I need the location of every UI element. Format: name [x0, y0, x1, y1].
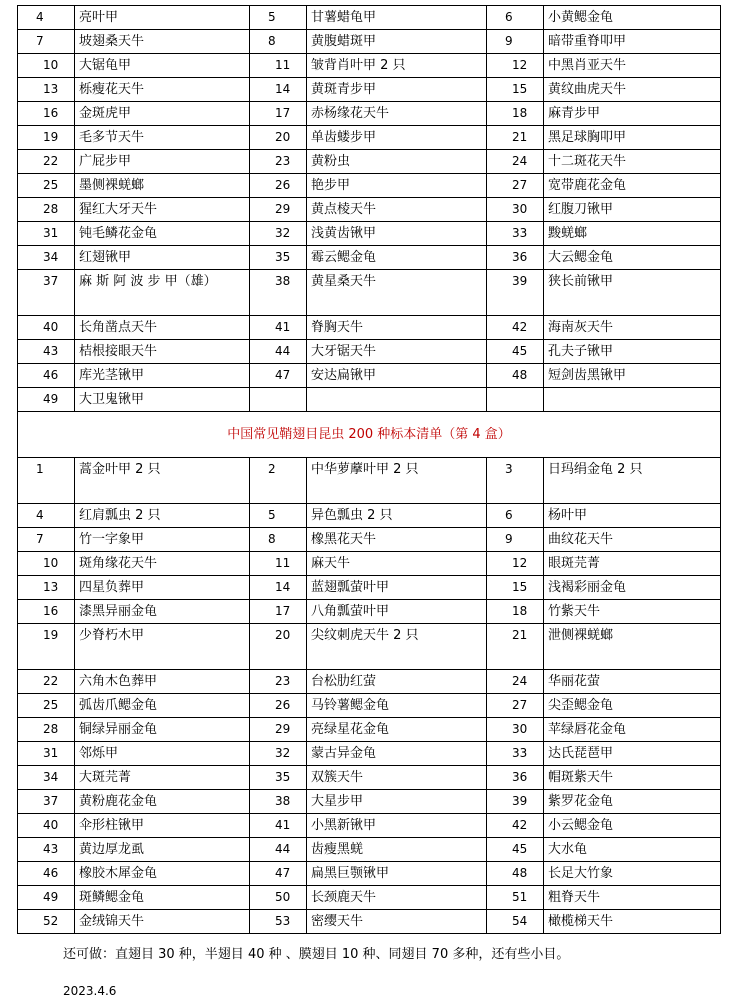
specimen-number: 20 [250, 624, 307, 670]
specimen-name: 达氏琵琶甲 [544, 742, 721, 766]
specimen-name: 扁黑巨颚锹甲 [307, 862, 487, 886]
specimen-number: 24 [487, 150, 544, 174]
specimen-name: 黄粉虫 [307, 150, 487, 174]
specimen-number: 46 [18, 364, 75, 388]
specimen-name: 黑足球胸叩甲 [544, 126, 721, 150]
specimen-number: 54 [487, 910, 544, 934]
table-row [18, 624, 721, 670]
table-row [18, 552, 721, 576]
specimen-name: 钝毛鳞花金龟 [75, 222, 250, 246]
table-row [18, 270, 721, 316]
specimen-number: 48 [487, 364, 544, 388]
table-row [18, 340, 721, 364]
specimen-number: 8 [250, 30, 307, 54]
specimen-number: 35 [250, 766, 307, 790]
specimen-number: 3 [487, 458, 544, 504]
specimen-number: 5 [250, 6, 307, 30]
table-row [18, 910, 721, 934]
specimen-name: 帽斑紫天牛 [544, 766, 721, 790]
specimen-name: 暗带重脊叩甲 [544, 30, 721, 54]
specimen-name: 蓝翅瓢萤叶甲 [307, 576, 487, 600]
table-row [18, 742, 721, 766]
specimen-number: 12 [487, 552, 544, 576]
specimen-name: 粗脊天牛 [544, 886, 721, 910]
specimen-number: 36 [487, 246, 544, 270]
specimen-name: 日玛绢金龟 2 只 [544, 458, 721, 504]
specimen-number: 43 [18, 838, 75, 862]
specimen-number: 6 [487, 504, 544, 528]
specimen-table-body [18, 6, 721, 934]
specimen-number: 23 [250, 150, 307, 174]
table-row [18, 458, 721, 504]
specimen-name: 霉云鳃金龟 [307, 246, 487, 270]
specimen-name: 坡翅桑天牛 [75, 30, 250, 54]
specimen-number: 26 [250, 694, 307, 718]
specimen-name: 竹紫天牛 [544, 600, 721, 624]
table-row [18, 576, 721, 600]
specimen-name: 苹绿唇花金龟 [544, 718, 721, 742]
specimen-name: 紫罗花金龟 [544, 790, 721, 814]
specimen-name: 曲纹花天牛 [544, 528, 721, 552]
specimen-number: 19 [18, 126, 75, 150]
table-row [18, 222, 721, 246]
table-row [18, 364, 721, 388]
specimen-name: 脊胸天牛 [307, 316, 487, 340]
specimen-number: 41 [250, 814, 307, 838]
specimen-number: 37 [18, 790, 75, 814]
specimen-name: 栎瘦花天牛 [75, 78, 250, 102]
specimen-name: 斑角缘花天牛 [75, 552, 250, 576]
specimen-number: 50 [250, 886, 307, 910]
specimen-number: 11 [250, 552, 307, 576]
specimen-name: 亮绿星花金龟 [307, 718, 487, 742]
specimen-number: 17 [250, 102, 307, 126]
specimen-name: 墨侧裸蜣螂 [75, 174, 250, 198]
specimen-name: 小黄鳃金龟 [544, 6, 721, 30]
specimen-number: 38 [250, 270, 307, 316]
specimen-number: 23 [250, 670, 307, 694]
specimen-name: 狭长前锹甲 [544, 270, 721, 316]
table-row [18, 150, 721, 174]
specimen-name: 小云鳃金龟 [544, 814, 721, 838]
table-row [18, 126, 721, 150]
specimen-name: 大锯龟甲 [75, 54, 250, 78]
specimen-name: 双簇天牛 [307, 766, 487, 790]
specimen-number: 21 [487, 624, 544, 670]
specimen-number: 14 [250, 78, 307, 102]
specimen-name: 异色瓢虫 2 只 [307, 504, 487, 528]
specimen-name: 小黑新锹甲 [307, 814, 487, 838]
specimen-name: 甘薯蜡龟甲 [307, 6, 487, 30]
specimen-name: 金绒锦天牛 [75, 910, 250, 934]
specimen-name: 八角瓢萤叶甲 [307, 600, 487, 624]
specimen-number: 32 [250, 222, 307, 246]
specimen-name [544, 388, 721, 412]
specimen-number: 21 [487, 126, 544, 150]
specimen-number: 40 [18, 316, 75, 340]
specimen-name [307, 388, 487, 412]
specimen-name: 杨叶甲 [544, 504, 721, 528]
table-row [18, 528, 721, 552]
specimen-number: 29 [250, 718, 307, 742]
specimen-name: 马铃薯鳃金龟 [307, 694, 487, 718]
specimen-number: 27 [487, 174, 544, 198]
table-row [18, 790, 721, 814]
specimen-number: 31 [18, 222, 75, 246]
specimen-number: 16 [18, 102, 75, 126]
specimen-number: 12 [487, 54, 544, 78]
specimen-name: 四星负葬甲 [75, 576, 250, 600]
specimen-name: 麻 斯 阿 波 步 甲（雄） [75, 270, 250, 316]
specimen-number: 35 [250, 246, 307, 270]
specimen-number: 24 [487, 670, 544, 694]
specimen-name: 孔夫子锹甲 [544, 340, 721, 364]
specimen-number: 42 [487, 316, 544, 340]
specimen-name: 毛多节天牛 [75, 126, 250, 150]
specimen-name: 金斑虎甲 [75, 102, 250, 126]
table-row [18, 766, 721, 790]
specimen-name: 蒿金叶甲 2 只 [75, 458, 250, 504]
specimen-number: 5 [250, 504, 307, 528]
specimen-name: 宽带鹿花金龟 [544, 174, 721, 198]
specimen-name: 赤杨缘花天牛 [307, 102, 487, 126]
specimen-number: 40 [18, 814, 75, 838]
specimen-name: 长颈鹿天牛 [307, 886, 487, 910]
specimen-name: 皱背肖叶甲 2 只 [307, 54, 487, 78]
specimen-name: 安达扁锹甲 [307, 364, 487, 388]
specimen-name: 长角凿点天牛 [75, 316, 250, 340]
specimen-number: 11 [250, 54, 307, 78]
specimen-name: 黄腹蜡斑甲 [307, 30, 487, 54]
specimen-number: 33 [487, 222, 544, 246]
table-row [18, 388, 721, 412]
specimen-number: 30 [487, 718, 544, 742]
specimen-number: 10 [18, 54, 75, 78]
specimen-name: 猩红大牙天牛 [75, 198, 250, 222]
specimen-name: 泄侧裸蜣螂 [544, 624, 721, 670]
specimen-number: 4 [18, 6, 75, 30]
specimen-name: 短剑齿黑锹甲 [544, 364, 721, 388]
specimen-number [250, 388, 307, 412]
specimen-name: 单齿蝼步甲 [307, 126, 487, 150]
specimen-name: 黄星桑天牛 [307, 270, 487, 316]
specimen-number: 18 [487, 102, 544, 126]
specimen-name: 齿瘦黑蜣 [307, 838, 487, 862]
specimen-number: 13 [18, 78, 75, 102]
specimen-number: 8 [250, 528, 307, 552]
specimen-name: 大云鳃金龟 [544, 246, 721, 270]
specimen-name: 黄斑青步甲 [307, 78, 487, 102]
specimen-name: 红肩瓢虫 2 只 [75, 504, 250, 528]
specimen-name: 广屁步甲 [75, 150, 250, 174]
specimen-number: 15 [487, 78, 544, 102]
table-row [18, 670, 721, 694]
additional-note: 还可做：直翅目 30 种，半翅目 40 种 、膜翅目 10 种、同翅目 70 多种，还有些小目。 [63, 947, 570, 962]
specimen-name: 密缨天牛 [307, 910, 487, 934]
specimen-number: 39 [487, 270, 544, 316]
specimen-number [487, 388, 544, 412]
specimen-name: 斑鳞鳃金龟 [75, 886, 250, 910]
specimen-number: 37 [18, 270, 75, 316]
specimen-number: 42 [487, 814, 544, 838]
specimen-number: 33 [487, 742, 544, 766]
specimen-number: 45 [487, 340, 544, 364]
specimen-number: 30 [487, 198, 544, 222]
specimen-number: 46 [18, 862, 75, 886]
specimen-name: 库光茎锹甲 [75, 364, 250, 388]
specimen-name: 大水龟 [544, 838, 721, 862]
specimen-number: 17 [250, 600, 307, 624]
specimen-number: 38 [250, 790, 307, 814]
specimen-name: 台松肋红萤 [307, 670, 487, 694]
specimen-number: 2 [250, 458, 307, 504]
specimen-number: 43 [18, 340, 75, 364]
table-row [18, 6, 721, 30]
table-row [18, 412, 721, 458]
specimen-number: 29 [250, 198, 307, 222]
table-row [18, 862, 721, 886]
specimen-number: 16 [18, 600, 75, 624]
specimen-name: 黄粉鹿花金龟 [75, 790, 250, 814]
specimen-number: 19 [18, 624, 75, 670]
specimen-number: 39 [487, 790, 544, 814]
specimen-name: 浅褐彩丽金龟 [544, 576, 721, 600]
specimen-name: 红翅锹甲 [75, 246, 250, 270]
specimen-name: 尖歪鳃金龟 [544, 694, 721, 718]
specimen-number: 47 [250, 364, 307, 388]
specimen-name: 大卫鬼锹甲 [75, 388, 250, 412]
specimen-name: 铜绿异丽金龟 [75, 718, 250, 742]
specimen-name: 红腹刀锹甲 [544, 198, 721, 222]
specimen-name: 橡黑花天牛 [307, 528, 487, 552]
table-row [18, 504, 721, 528]
box-title: 中国常见鞘翅目昆虫 200 种标本清单（第 4 盒） [18, 412, 721, 458]
specimen-number: 9 [487, 30, 544, 54]
specimen-name: 麻青步甲 [544, 102, 721, 126]
specimen-name: 竹一字象甲 [75, 528, 250, 552]
specimen-name: 中华萝藦叶甲 2 只 [307, 458, 487, 504]
specimen-table [17, 5, 721, 934]
specimen-number: 6 [487, 6, 544, 30]
specimen-name: 伞形柱锹甲 [75, 814, 250, 838]
specimen-number: 15 [487, 576, 544, 600]
specimen-number: 36 [487, 766, 544, 790]
table-row [18, 600, 721, 624]
specimen-number: 49 [18, 388, 75, 412]
date-stamp: 2023.4.6 [63, 984, 117, 998]
table-row [18, 814, 721, 838]
specimen-number: 28 [18, 718, 75, 742]
specimen-number: 9 [487, 528, 544, 552]
specimen-number: 52 [18, 910, 75, 934]
specimen-name: 六角木色葬甲 [75, 670, 250, 694]
table-row [18, 198, 721, 222]
specimen-number: 25 [18, 174, 75, 198]
specimen-number: 28 [18, 198, 75, 222]
specimen-name: 大星步甲 [307, 790, 487, 814]
specimen-name: 华丽花萤 [544, 670, 721, 694]
table-row [18, 694, 721, 718]
specimen-number: 22 [18, 670, 75, 694]
specimen-name: 橡胶木犀金龟 [75, 862, 250, 886]
table-row [18, 78, 721, 102]
specimen-number: 31 [18, 742, 75, 766]
specimen-number: 41 [250, 316, 307, 340]
specimen-number: 34 [18, 766, 75, 790]
specimen-number: 4 [18, 504, 75, 528]
specimen-number: 45 [487, 838, 544, 862]
table-row [18, 246, 721, 270]
specimen-number: 14 [250, 576, 307, 600]
specimen-number: 53 [250, 910, 307, 934]
specimen-number: 26 [250, 174, 307, 198]
specimen-number: 32 [250, 742, 307, 766]
specimen-number: 20 [250, 126, 307, 150]
specimen-number: 49 [18, 886, 75, 910]
specimen-number: 51 [487, 886, 544, 910]
specimen-name: 眼斑芫菁 [544, 552, 721, 576]
specimen-name: 少脊朽木甲 [75, 624, 250, 670]
specimen-number: 13 [18, 576, 75, 600]
specimen-name: 黄点棱天牛 [307, 198, 487, 222]
specimen-number: 1 [18, 458, 75, 504]
specimen-number: 7 [18, 528, 75, 552]
table-row [18, 718, 721, 742]
table-row [18, 316, 721, 340]
table-row [18, 838, 721, 862]
specimen-number: 22 [18, 150, 75, 174]
specimen-name: 邻烁甲 [75, 742, 250, 766]
specimen-name: 尖纹刺虎天牛 2 只 [307, 624, 487, 670]
specimen-number: 34 [18, 246, 75, 270]
specimen-name: 中黑肖亚天牛 [544, 54, 721, 78]
table-row [18, 102, 721, 126]
specimen-number: 44 [250, 838, 307, 862]
specimen-name: 蒙古异金龟 [307, 742, 487, 766]
specimen-name: 艳步甲 [307, 174, 487, 198]
specimen-number: 27 [487, 694, 544, 718]
specimen-name: 十二斑花天牛 [544, 150, 721, 174]
specimen-name: 黢蜣螂 [544, 222, 721, 246]
specimen-name: 大牙锯天牛 [307, 340, 487, 364]
specimen-name: 大斑芫菁 [75, 766, 250, 790]
specimen-name: 橄榄梯天牛 [544, 910, 721, 934]
specimen-number: 7 [18, 30, 75, 54]
specimen-number: 18 [487, 600, 544, 624]
specimen-number: 10 [18, 552, 75, 576]
specimen-name: 长足大竹象 [544, 862, 721, 886]
table-row [18, 54, 721, 78]
specimen-name: 黄边厚龙虱 [75, 838, 250, 862]
specimen-name: 黄纹曲虎天牛 [544, 78, 721, 102]
table-row [18, 30, 721, 54]
specimen-number: 25 [18, 694, 75, 718]
specimen-number: 47 [250, 862, 307, 886]
table-row [18, 886, 721, 910]
specimen-name: 弧齿爪鳃金龟 [75, 694, 250, 718]
specimen-number: 44 [250, 340, 307, 364]
table-row [18, 174, 721, 198]
specimen-name: 亮叶甲 [75, 6, 250, 30]
specimen-name: 海南灰天牛 [544, 316, 721, 340]
specimen-name: 麻天牛 [307, 552, 487, 576]
specimen-name: 漆黑异丽金龟 [75, 600, 250, 624]
specimen-name: 桔根接眼天牛 [75, 340, 250, 364]
specimen-name: 浅黄齿锹甲 [307, 222, 487, 246]
specimen-number: 48 [487, 862, 544, 886]
